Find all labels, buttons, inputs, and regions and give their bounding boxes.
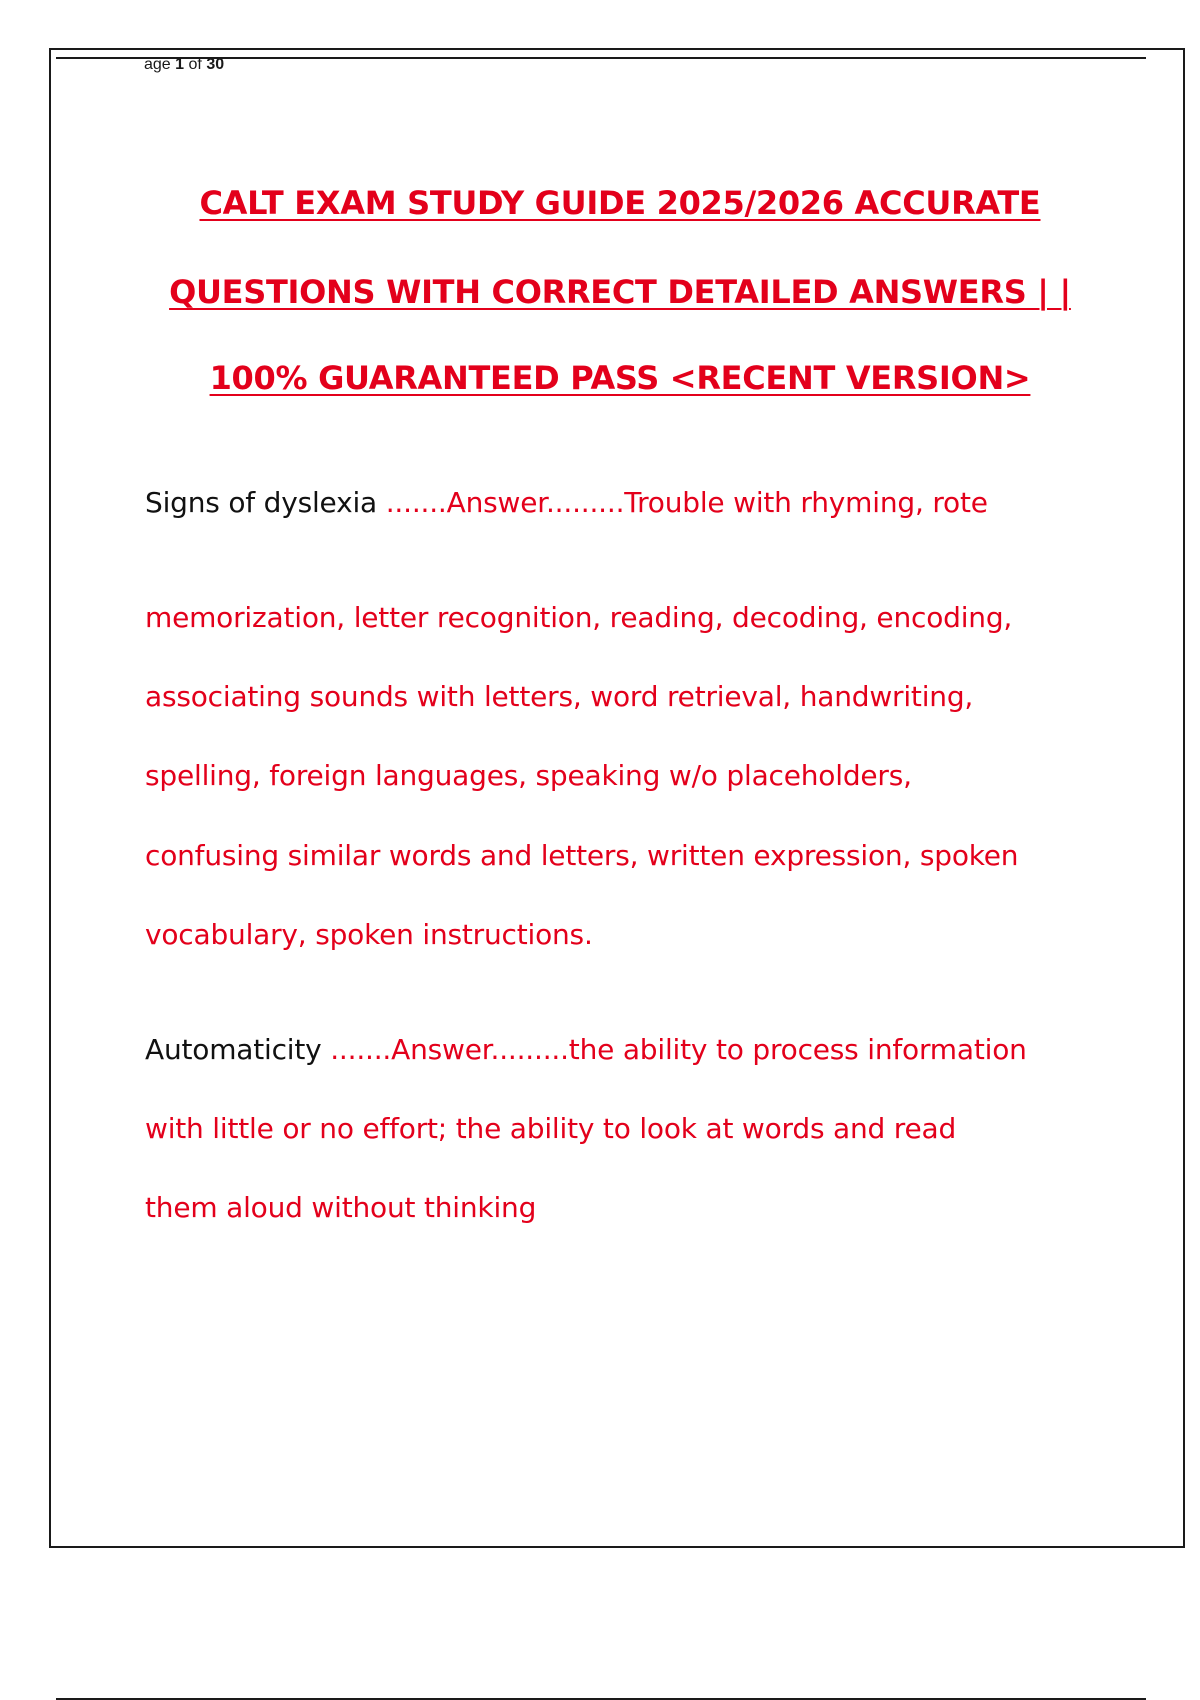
qa-2-answer-line-2: with little or no effort; the ability to look at words and read (145, 1112, 957, 1145)
qa-2-term: Automaticity (145, 1033, 322, 1066)
document-title-line-3: 100% GUARANTEED PASS <RECENT VERSION> (209, 359, 1031, 397)
qa-2-separator: .......Answer......... (321, 1033, 569, 1066)
qa-1-answer-line-5: confusing similar words and letters, written expression, spoken (145, 839, 1019, 872)
qa-1-answer-line-1: Trouble with rhyming, rote (624, 486, 988, 519)
qa-1-first-line (145, 485, 988, 521)
qa-1-answer-line-6: vocabulary, spoken instructions. (145, 918, 593, 951)
page-total: 30 (206, 56, 225, 73)
qa-1-answer-line-3: associating sounds with letters, word retrieval, handwriting, (145, 680, 974, 713)
qa-1-answer-line-2: memorization, letter recognition, reading, decoding, encoding, (145, 601, 1013, 634)
qa-1-separator: .......Answer......... (377, 486, 625, 519)
qa-2-answer-line-1: the ability to process information (568, 1033, 1027, 1066)
qa-2-answer-line-3: them aloud without thinking (145, 1191, 537, 1224)
document-title-line-1: CALT EXAM STUDY GUIDE 2025/2026 ACCURATE (199, 184, 1041, 222)
page-number (144, 55, 224, 75)
qa-1-answer-line-4: spelling, foreign languages, speaking w/o placeholders, (145, 759, 912, 792)
page-current: 1 (175, 56, 185, 73)
page-of: of (188, 56, 202, 73)
qa-1-term: Signs of dyslexia (145, 486, 378, 519)
document-title-line-2: QUESTIONS WITH CORRECT DETAILED ANSWERS | | (169, 273, 1071, 311)
qa-2-first-line (145, 1032, 1027, 1068)
page-prefix: age (144, 56, 171, 73)
